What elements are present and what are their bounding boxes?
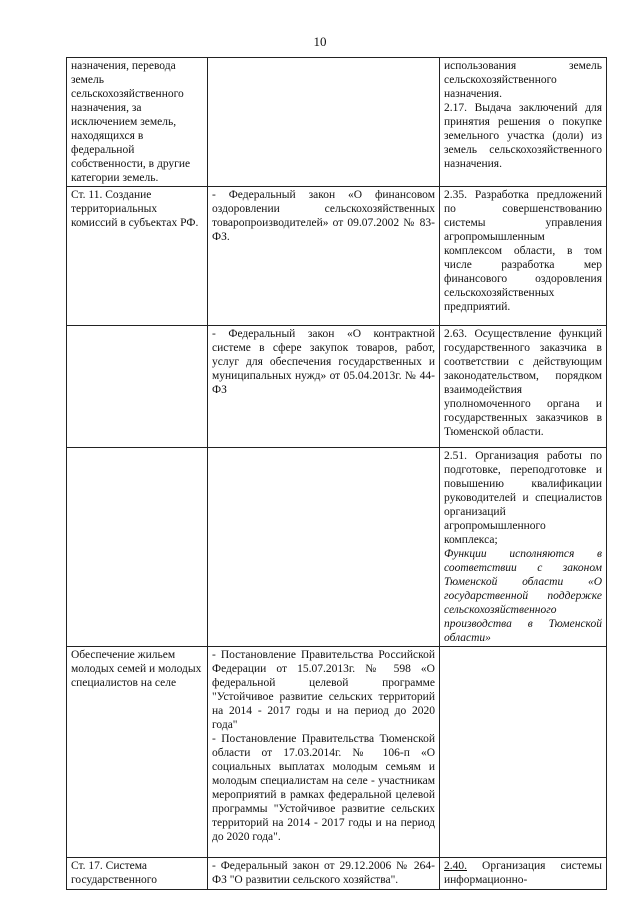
cell-subject <box>67 326 208 448</box>
cell-text: Ст. 17. Система государственного <box>71 860 157 886</box>
table-row <box>67 326 607 448</box>
legal-functions-table <box>66 57 607 890</box>
cell-text: Ст. 11. Создание территориальных комиссий в субъектах РФ. <box>71 189 199 229</box>
cell-text: - Федеральный закон «О контрактной системе в сфере закупок товаров, работ, услуг для обеспечения государственных и муниципальных нужд» от 05.04.2013г. № 44-ФЗ <box>212 328 435 396</box>
cell-text: Организация системы информационно- <box>444 860 602 886</box>
cell-legal-basis <box>208 647 440 858</box>
cell-function <box>440 326 607 448</box>
table-row <box>67 647 607 858</box>
cell-subject <box>67 187 208 326</box>
cell-note-italic: Функции исполняются в соответствии с законом Тюменской области «О государственной поддержке сельскохозяйственного производства в Тюменской области» <box>444 548 602 644</box>
cell-legal-basis <box>208 187 440 326</box>
cell-text: 2.17. Выдача заключений для принятия решения о покупке земельного участка (доли) из земель сельскохозяйственного назначения. <box>444 102 602 170</box>
cell-text: назначения, перевода земель сельскохозяйственного назначения, за исключением земель, находящихся в федеральной собственности, в другие категории земель. <box>71 60 191 184</box>
cell-subject <box>67 58 208 187</box>
cell-function <box>440 187 607 326</box>
cell-legal-basis <box>208 58 440 187</box>
table-row <box>67 187 607 326</box>
cell-subject <box>67 647 208 858</box>
cell-text: 2.35. Разработка предложений по совершенствованию системы управления агропромышленным комплексом области, в том числе разработка мер финансового оздоровления сельскохозяйственных предприятий. <box>444 189 602 313</box>
cell-subject <box>67 858 208 890</box>
table-row <box>67 858 607 890</box>
cell-legal-basis <box>208 858 440 890</box>
cell-function <box>440 858 607 890</box>
cell-text: 2.51. Организация работы по подготовке, переподготовке и повышению квалификации руководителей и специалистов организаций агропромышленного комплекса; <box>444 450 602 546</box>
cell-legal-basis <box>208 448 440 647</box>
cell-text: - Постановление Правительства Российской Федерации от 15.07.2013г. № 598 «О федеральной целевой программе "Устойчивое развитие сельских территорий на 2014 - 2017 годы и на период до 2020 года" <box>212 649 435 731</box>
cell-function <box>440 647 607 858</box>
cell-function <box>440 448 607 647</box>
table-row <box>67 448 607 647</box>
cell-legal-basis <box>208 326 440 448</box>
page-number: 10 <box>313 34 327 49</box>
cell-text: - Постановление Правительства Тюменской области от 17.03.2014г. № 106-п «О социальных выплатах молодым семьям и молодым специалистам на селе - участникам мероприятий в рамках федеральной целевой программы "Устойчивое развитие сельских территорий на 2014 - 2017 годы и на период до 2020 года". <box>212 733 435 843</box>
cell-text: использования земель сельскохозяйственного назначения. <box>444 60 602 100</box>
cell-text: - Федеральный закон от 29.12.2006 № 264-ФЗ "О развитии сельского хозяйства". <box>212 860 435 886</box>
cell-text: - Федеральный закон «О финансовом оздоровлении сельскохозяйственных товаропроизводителей» от 09.07.2002 № 83-ФЗ. <box>212 189 435 243</box>
item-number: 2.40. <box>444 860 467 872</box>
cell-text: Обеспечение жильем молодых семей и молодых специалистов на селе <box>71 649 202 689</box>
cell-text: 2.63. Осуществление функций государственного заказчика в соответствии с действующим законодательством, порядком взаимодействия уполномоченного органа и государственных заказчиков в Тюменской области. <box>444 328 602 438</box>
cell-function <box>440 58 607 187</box>
cell-subject <box>67 448 208 647</box>
table-row <box>67 58 607 187</box>
